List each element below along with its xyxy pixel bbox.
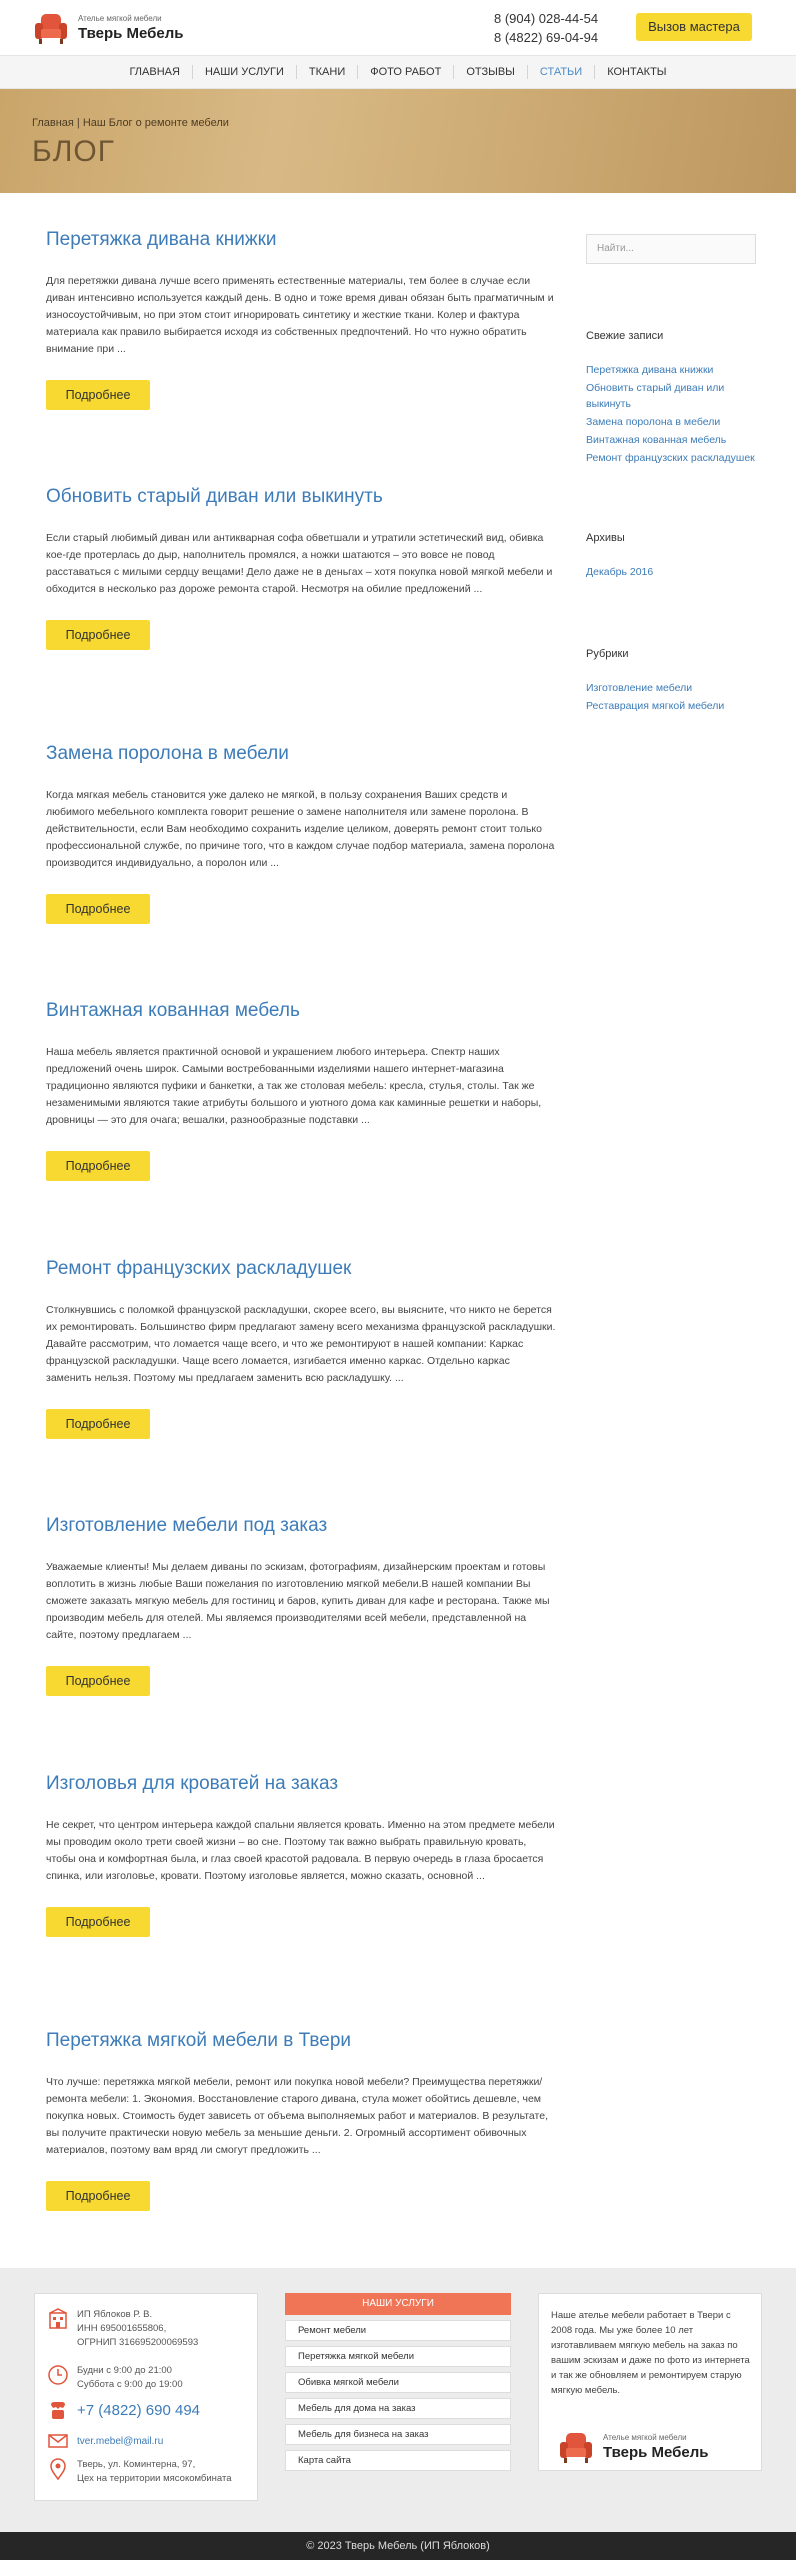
read-more-button[interactable]: Подробнее xyxy=(46,2181,150,2211)
services-title: НАШИ УСЛУГИ xyxy=(285,2293,511,2315)
address-street: Тверь, ул. Коминтерна, 97, xyxy=(77,2459,196,2470)
address-note: Цех на территории мясокомбината xyxy=(77,2473,232,2484)
nav-item-reviews[interactable]: ОТЗЫВЫ xyxy=(454,65,528,79)
search-input[interactable]: Найти... xyxy=(586,234,756,264)
breadcrumb-current: Наш Блог о ремонте мебели xyxy=(82,117,229,129)
footer-phone[interactable]: +7 (4822) 690 494 xyxy=(77,2402,201,2419)
armchair-icon xyxy=(32,11,70,45)
armchair-icon xyxy=(557,2430,595,2464)
service-link[interactable]: Перетяжка мягкой мебели xyxy=(285,2346,511,2367)
post-excerpt: Для перетяжки дивана лучше всего применять естественные материалы, тем более в случае если диван интенсивно используется каждый день. В одно и тоже время диван обязан быть прагматичным и износоустойчивым, но при этом стоит игнорировать синтетику и жесткие ткани. Колер и фактура материала как правило выбирается исходя из собственных предпочтений. Но что нужно обратить внимание при ... xyxy=(46,275,554,355)
blog-post xyxy=(46,2030,556,2211)
read-more-button[interactable]: Подробнее xyxy=(46,1907,150,1937)
post-title[interactable]: Винтажная кованная мебель xyxy=(46,1000,300,1021)
phone-icon xyxy=(47,2400,69,2422)
blog-post xyxy=(46,486,556,650)
service-link[interactable]: Мебель для дома на заказ xyxy=(285,2398,511,2419)
nav-item-contacts[interactable]: КОНТАКТЫ xyxy=(607,66,667,78)
site-logo[interactable] xyxy=(32,8,184,48)
post-excerpt: Наша мебель является практичной основой и украшением любого интерьера. Спектр наших предложений очень широк. Самыми востребованными изделиями нашего интернет-магазина традиционно являются пуфики и банкетки, а так же столовая мебель: кресла, стулья, столы. Так же незаменимыми являются такие атрибуты большого и уютного дома как каминные решетки и наборы, дровницы — это для очага; вешалки, разнообразные подставки ... xyxy=(46,1046,542,1126)
call-master-button[interactable]: Вызов мастера xyxy=(636,13,752,41)
blog-post xyxy=(46,1515,556,1696)
mail-icon xyxy=(47,2430,69,2452)
logo-subtitle: Ателье мягкой мебели xyxy=(603,2433,687,2442)
post-excerpt: Что лучше: перетяжка мягкой мебели, ремонт или покупка новой мебели? Преимущества перетяжки/ремонта мебели: 1. Экономия. Восстановление старого дивана, стула может обойтись дешевле, чем покупка новых. Стоимость будет зависеть от объема выполняемых работ и материалов. В результате, вы получите практически новую мебель за меньшие деньги. 2. Огромный ассортимент обивочных материалов, поэтому вам вряд ли смогут предложить ... xyxy=(46,2076,548,2156)
nav-item-home[interactable]: ГЛАВНАЯ xyxy=(117,65,192,79)
clock-icon xyxy=(47,2364,69,2386)
about-text: Наше ателье мебели работает в Твери с 2008 года. Мы уже более 10 лет изготавливаем мягкую мебель на заказ по вашим эскизам и даже по фото из интернета и так же обновляем и ремонтируем старую мягкую мебель. xyxy=(551,2310,750,2396)
footer-logo[interactable] xyxy=(557,2430,709,2464)
logo-title: Тверь Мебель xyxy=(603,2444,709,2461)
logo-title: Тверь Мебель xyxy=(78,25,184,42)
breadcrumb-home[interactable]: Главная xyxy=(32,117,74,129)
category-link[interactable]: Изготовление мебели xyxy=(586,682,693,694)
blog-post xyxy=(46,1000,556,1181)
breadcrumb-separator: | xyxy=(73,117,83,129)
post-excerpt: Когда мягкая мебель становится уже далеко не мягкой, в пользу сохранения Ваших средств и любимого мебельного комплекта говорит решение о замене наполнителя или замене поролона. В действительности, если Вам необходимо сохранить изделие целиком, доверять ремонт стоит только профессиональной службе, по причине того, что в каждом случае подбор материала, замена поролона производится индивидуально, а поролон или ... xyxy=(46,789,555,869)
site-footer xyxy=(0,2268,796,2532)
breadcrumb xyxy=(32,117,229,129)
location-pin-icon xyxy=(47,2458,69,2480)
recent-post-link[interactable]: Обновить старый диван или выкинуть xyxy=(586,382,725,410)
read-more-button[interactable]: Подробнее xyxy=(46,1409,150,1439)
blog-post xyxy=(46,1258,556,1439)
phone-landline[interactable]: 8 (4822) 69-04-94 xyxy=(494,30,599,45)
nav-item-fabrics[interactable]: ТКАНИ xyxy=(297,65,358,79)
service-link[interactable]: Мебель для бизнеса на заказ xyxy=(285,2424,511,2445)
blog-post xyxy=(46,1773,556,1937)
nav-item-photos[interactable]: ФОТО РАБОТ xyxy=(358,65,454,79)
blog-post xyxy=(46,229,556,410)
read-more-button[interactable]: Подробнее xyxy=(46,894,150,924)
service-link[interactable]: Обивка мягкой мебели xyxy=(285,2372,511,2393)
sidebar xyxy=(586,234,758,716)
footer-contacts xyxy=(34,2293,258,2501)
recent-posts-title: Свежие записи xyxy=(586,330,664,342)
blog-post xyxy=(46,743,556,924)
archives-title: Архивы xyxy=(586,532,625,544)
category-link[interactable]: Реставрация мягкой мебели xyxy=(586,700,725,712)
footer-email[interactable]: tver.mebel@mail.ru xyxy=(77,2436,164,2447)
recent-post-link[interactable]: Перетяжка дивана книжки xyxy=(586,364,714,376)
recent-post-link[interactable]: Винтажная кованная мебель xyxy=(586,434,727,446)
sitemap-link[interactable]: Карта сайта xyxy=(285,2450,511,2471)
service-link[interactable]: Ремонт мебели xyxy=(285,2320,511,2341)
post-title[interactable]: Обновить старый диван или выкинуть xyxy=(46,486,383,507)
footer-services xyxy=(285,2293,511,2481)
header-phones xyxy=(494,9,598,47)
read-more-button[interactable]: Подробнее xyxy=(46,380,150,410)
post-title[interactable]: Ремонт французских раскладушек xyxy=(46,1258,352,1279)
logo-subtitle: Ателье мягкой мебели xyxy=(78,14,162,23)
nav-item-services[interactable]: НАШИ УСЛУГИ xyxy=(193,65,297,79)
site-header xyxy=(0,0,796,55)
categories-list xyxy=(586,680,758,714)
copyright: © 2023 Тверь Мебель (ИП Яблоков) xyxy=(0,2532,796,2560)
read-more-button[interactable]: Подробнее xyxy=(46,1151,150,1181)
company-name: ИП Яблоков Р. В. xyxy=(77,2309,153,2320)
archives-list xyxy=(586,564,758,580)
recent-posts-list xyxy=(586,362,758,466)
post-title[interactable]: Замена поролона в мебели xyxy=(46,743,289,764)
footer-about xyxy=(538,2293,762,2471)
post-title[interactable]: Изготовление мебели под заказ xyxy=(46,1515,328,1536)
post-excerpt: Уважаемые клиенты! Мы делаем диваны по эскизам, фотографиям, дизайнерским проектам и готовы воплотить в жизнь любые Ваши пожелания по изготовлению мягкой мебели.В нашей компании Вы сможете заказать мягкую мебель для гостиниц и баров, купить диван для кафе и ресторана. Также мы производим мебель для отелей. Мы являемся производителями всей мебели, представленной на сайте, поэтому предлагаем ... xyxy=(46,1561,550,1641)
page-title: БЛОГ xyxy=(32,135,115,168)
post-excerpt: Если старый любимый диван или антикварная софа обветшали и утратили эстетический вид, обивка кое-где протерлась до дыр, наполнитель промялся, а ножки шатаются – это вовсе не повод расставаться с милыми сердцу вещами! Дело даже не в деньгах – хотя покупка новой мягкой мебели и обходится в несколько раз дороже ремонта старой. Несмотря на обилие предложений ... xyxy=(46,532,553,595)
read-more-button[interactable]: Подробнее xyxy=(46,1666,150,1696)
phone-mobile[interactable]: 8 (904) 028-44-54 xyxy=(494,11,599,26)
post-excerpt: Не секрет, что центром интерьера каждой спальни является кровать. Именно на этом предмете мебели мы проводим около трети своей жизни – во сне. Поэтому так важно выбрать правильную кровать, чтобы она и комфортная была, и глаз своей красотой радовала. В первую очередь в глаза бросается спинка, или изголовье, кровати. Поэтому изголовье является, можно сказать, основной ... xyxy=(46,1819,555,1882)
post-title[interactable]: Изголовья для кроватей на заказ xyxy=(46,1773,339,1794)
main-nav xyxy=(0,55,796,89)
post-title[interactable]: Перетяжка мягкой мебели в Твери xyxy=(46,2030,352,2051)
post-excerpt: Столкнувшись с поломкой французской раскладушки, скорее всего, вы выясните, что никто не берется их ремонтировать. Большинство фирм предлагают замену всего механизма французской раскладушки. Давайте рассмотрим, что ломается чаще всего, и что же ремонтируют в нашей компании: Каркас французской раскладушки. Чаще всего ломается, изгибается именно каркас. Отдельно каркас заменить нельзя. Поэтому мы предлагаем заменить всю раскладушку. ... xyxy=(46,1304,556,1384)
read-more-button[interactable]: Подробнее xyxy=(46,620,150,650)
company-inn: ИНН 695001655806, xyxy=(77,2323,167,2334)
hours-weekdays: Будни с 9:00 до 21:00 xyxy=(77,2365,172,2376)
recent-post-link[interactable]: Замена поролона в мебели xyxy=(586,416,721,428)
nav-item-articles[interactable]: СТАТЬИ xyxy=(528,65,595,79)
building-icon xyxy=(47,2308,69,2330)
company-ogrnip: ОГРНИП 316695200069593 xyxy=(77,2337,199,2348)
archive-link[interactable]: Декабрь 2016 xyxy=(586,566,654,578)
post-title[interactable]: Перетяжка дивана книжки xyxy=(46,229,277,250)
recent-post-link[interactable]: Ремонт французских раскладушек xyxy=(586,452,755,464)
page-banner xyxy=(0,89,796,193)
hours-saturday: Суббота с 9:00 до 19:00 xyxy=(77,2379,183,2390)
categories-title: Рубрики xyxy=(586,648,629,660)
